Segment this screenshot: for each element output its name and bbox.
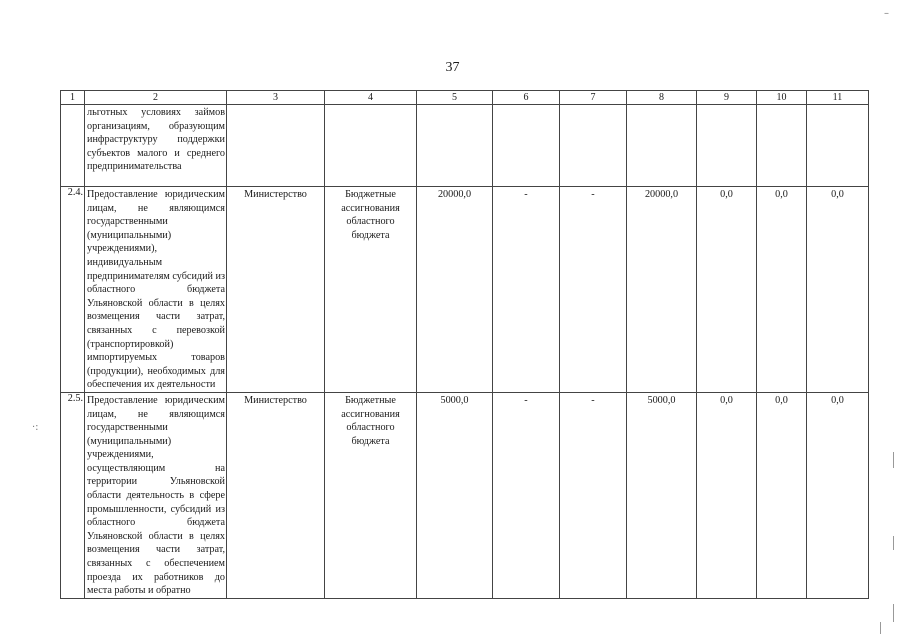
row-total bbox=[417, 105, 493, 187]
page-number: 37 bbox=[445, 60, 460, 75]
row-col8 bbox=[627, 105, 697, 187]
row-col7 bbox=[560, 105, 627, 187]
header-cell: 4 bbox=[325, 91, 417, 105]
row-col11 bbox=[807, 105, 869, 187]
row-funding-source: Бюджетные ассигнования областного бюджета bbox=[325, 392, 417, 598]
header-cell: 2 bbox=[85, 91, 227, 105]
row-col7: - bbox=[560, 187, 627, 393]
row-executor: Министерство bbox=[227, 392, 325, 598]
row-total: 20000,0 bbox=[417, 187, 493, 393]
header-cell: 10 bbox=[757, 91, 807, 105]
row-col7: - bbox=[560, 392, 627, 598]
scan-speck: ·: bbox=[32, 422, 39, 433]
row-col6: - bbox=[493, 187, 560, 393]
table-row bbox=[61, 187, 869, 393]
header-cell: 11 bbox=[807, 91, 869, 105]
header-cell: 1 bbox=[61, 91, 85, 105]
header-cell: 7 bbox=[560, 91, 627, 105]
table-row bbox=[61, 392, 869, 598]
row-col6: - bbox=[493, 392, 560, 598]
header-cell: 3 bbox=[227, 91, 325, 105]
row-col11: 0,0 bbox=[807, 187, 869, 393]
row-col10: 0,0 bbox=[757, 392, 807, 598]
row-col10: 0,0 bbox=[757, 187, 807, 393]
scan-margin-mark bbox=[880, 622, 881, 634]
row-col9: 0,0 bbox=[697, 187, 757, 393]
row-col9 bbox=[697, 105, 757, 187]
scan-margin-mark bbox=[893, 604, 894, 622]
row-funding-source bbox=[325, 105, 417, 187]
row-description: Предоставление юридическим лицам, не являющимся государственными (муниципальными) учреждениями, осуществляющим на территории Ульяновской области деятельность в сфере промышленности, субсидий из областного бюджета Ульяновской области в целях возмещения части затрат, связанных с обеспечением проезда их работников до места работы и обратно bbox=[85, 392, 227, 598]
header-cell: 8 bbox=[627, 91, 697, 105]
row-col6 bbox=[493, 105, 560, 187]
scan-margin-mark bbox=[893, 536, 894, 550]
row-description: Предоставление юридическим лицам, не являющимся государственными (муниципальными) учреждениями), индивидуальным предпринимателям субсидий из областного бюджета Ульяновской области в целях возмещения части затрат, связанных с перевозкой (транспортировкой) импортируемых товаров (продукции), необходимых для обеспечения их деятельности bbox=[85, 187, 227, 393]
budget-table bbox=[60, 90, 869, 599]
header-row bbox=[61, 91, 869, 105]
header-cell: 5 bbox=[417, 91, 493, 105]
row-executor: Министерство bbox=[227, 187, 325, 393]
row-executor bbox=[227, 105, 325, 187]
header-cell: 9 bbox=[697, 91, 757, 105]
row-description: льготных условиях займов организациям, образующим инфраструктуру поддержки субъектов малого и среднего предпринимательства bbox=[85, 105, 227, 187]
row-total: 5000,0 bbox=[417, 392, 493, 598]
header-cell: 6 bbox=[493, 91, 560, 105]
row-col11: 0,0 bbox=[807, 392, 869, 598]
scan-speck: – bbox=[884, 8, 889, 19]
row-number: 2.4. bbox=[61, 187, 85, 393]
scan-margin-mark bbox=[893, 452, 894, 468]
row-number: 2.5. bbox=[61, 392, 85, 598]
table-row bbox=[61, 105, 869, 187]
row-funding-source: Бюджетные ассигнования областного бюджета bbox=[325, 187, 417, 393]
row-col10 bbox=[757, 105, 807, 187]
row-number bbox=[61, 105, 85, 187]
row-col9: 0,0 bbox=[697, 392, 757, 598]
row-col8: 20000,0 bbox=[627, 187, 697, 393]
row-col8: 5000,0 bbox=[627, 392, 697, 598]
